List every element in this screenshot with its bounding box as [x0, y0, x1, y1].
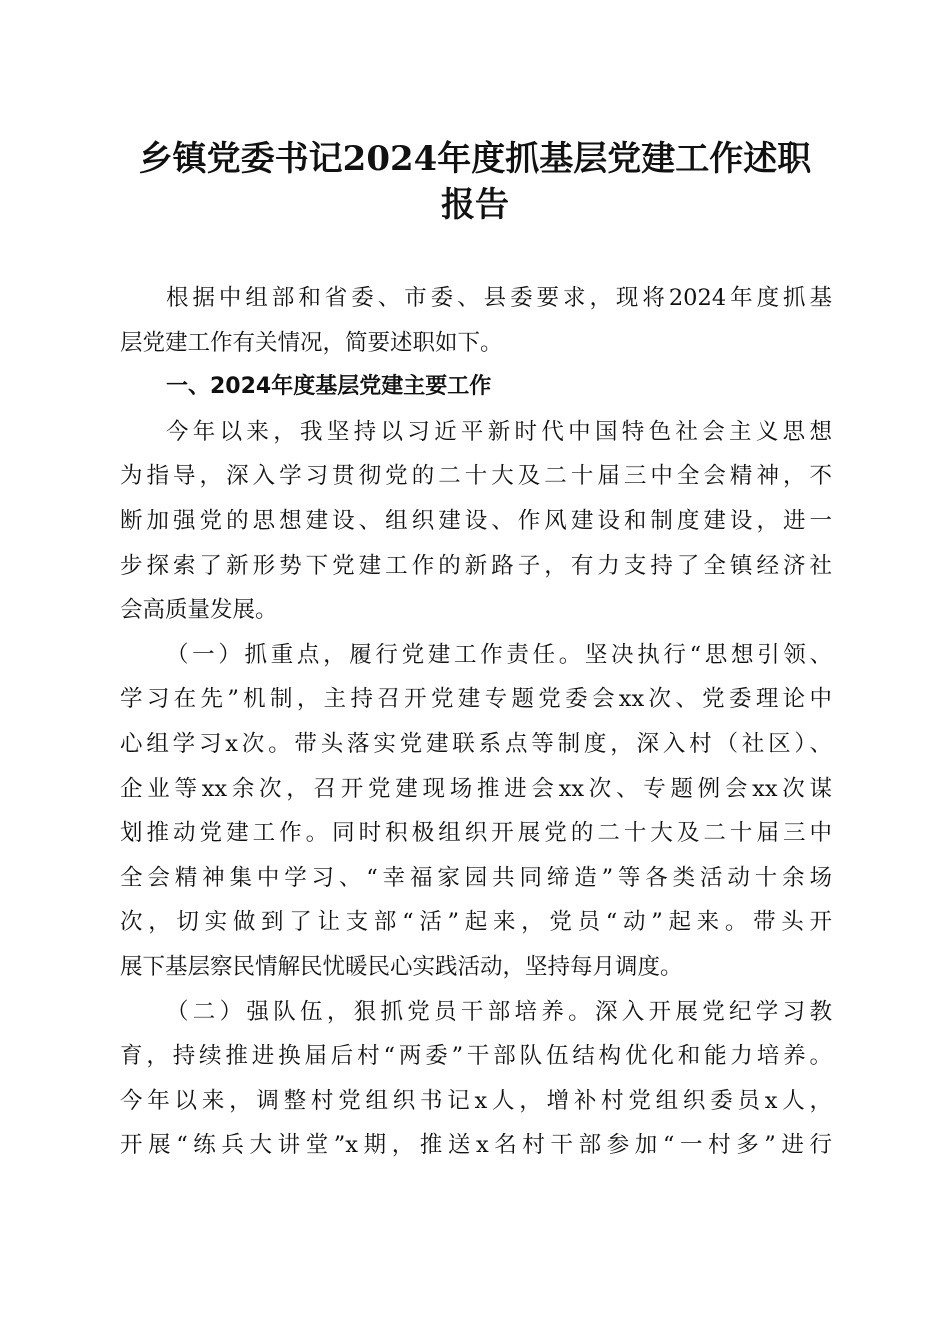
title-line-2: 报告: [441, 185, 509, 225]
document-body: [120, 276, 832, 1168]
paragraph-line: 开展“练兵大讲堂”x期，推送x名村干部参加“一村多”进行: [120, 1132, 832, 1159]
paragraph-line: 会高质量发展。: [120, 597, 278, 624]
paragraph-line: 展下基层察民情解民忧暖民心实践活动，坚持每月调度。: [120, 953, 683, 980]
section-heading: 一、2024年度基层党建主要工作: [166, 374, 492, 400]
paragraph-line: 划推动党建工作。同时积极组织开展党的二十大及二十届三中: [120, 820, 832, 847]
document-title: [100, 136, 850, 228]
paragraph-line: 层党建工作有关情况，简要述职如下。: [120, 329, 503, 356]
paragraph-line: 全会精神集中学习、“幸福家园共同缔造”等各类活动十余场: [120, 864, 832, 891]
paragraph-line: 步探索了新形势下党建工作的新路子，有力支持了全镇经济社: [120, 552, 832, 579]
subsection-line: （一）抓重点，履行党建工作责任。坚决执行“思想引领、: [166, 641, 832, 668]
paragraph-line: 育，持续推进换届后村“两委”干部队伍结构优化和能力培养。: [120, 1043, 832, 1070]
title-line-1: 乡镇党委书记2024年度抓基层党建工作述职: [138, 139, 812, 179]
paragraph-line: 今年以来，我坚持以习近平新时代中国特色社会主义思想: [166, 418, 832, 445]
subsection-line: （二）强队伍，狠抓党员干部培养。深入开展党纪学习教: [166, 998, 832, 1025]
paragraph-line: 次，切实做到了让支部“活”起来，党员“动”起来。带头开: [120, 909, 832, 936]
paragraph-line: 今年以来，调整村党组织书记x人，增补村党组织委员x人，: [120, 1087, 832, 1114]
paragraph-line: 学习在先”机制，主持召开党建专题党委会xx次、党委理论中: [120, 686, 832, 713]
paragraph-line: 心组学习x次。带头落实党建联系点等制度，深入村（社区）、: [120, 730, 832, 757]
paragraph-line: 企业等xx余次，召开党建现场推进会xx次、专题例会xx次谋: [120, 775, 832, 802]
paragraph-line: 断加强党的思想建设、组织建设、作风建设和制度建设，进一: [120, 507, 832, 534]
paragraph-line: 根据中组部和省委、市委、县委要求，现将2024年度抓基: [166, 285, 832, 311]
paragraph-line: 为指导，深入学习贯彻党的二十大及二十届三中全会精神，不: [120, 463, 832, 490]
